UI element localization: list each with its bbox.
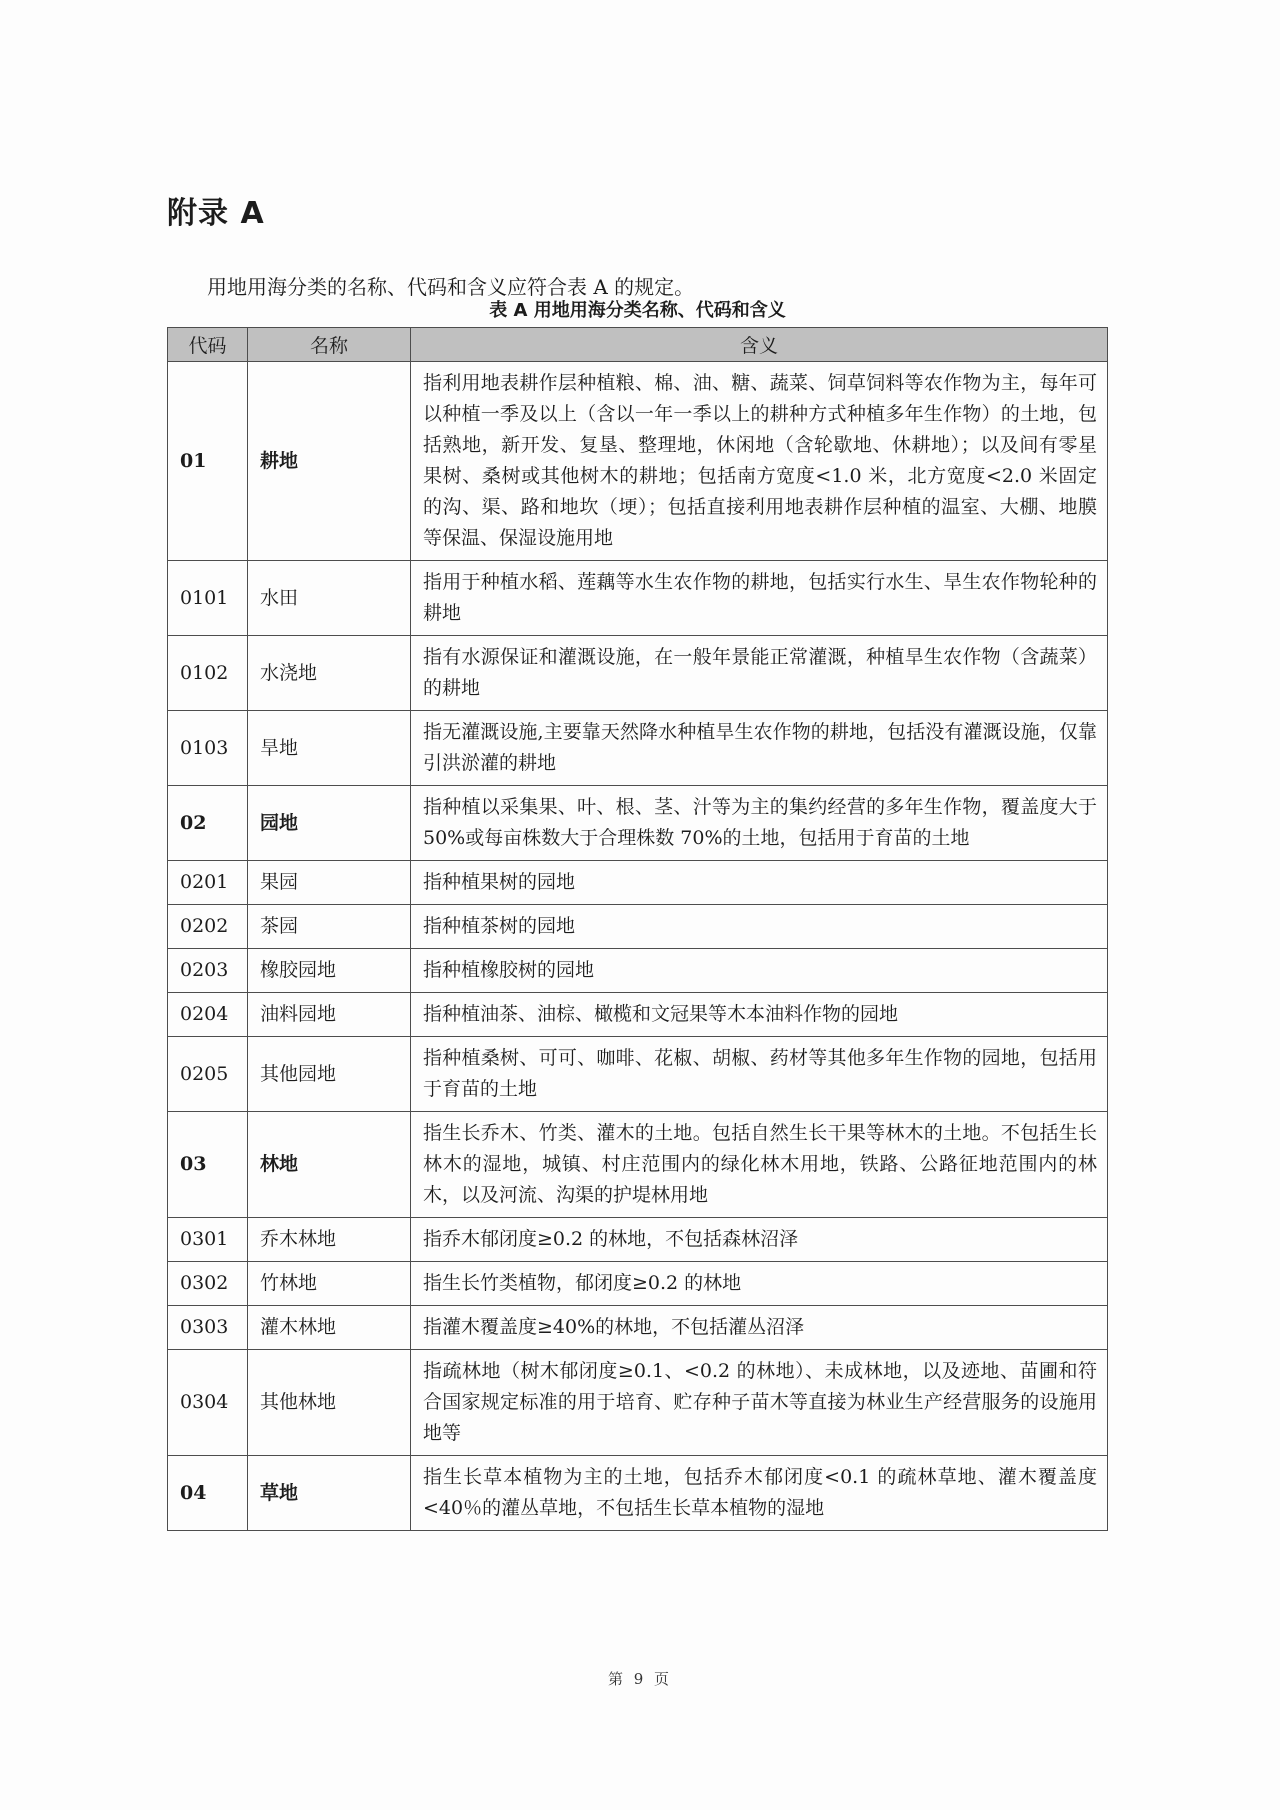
- row-meaning-cell: 指种植果树的园地: [411, 861, 1108, 905]
- row-meaning-cell: 指无灌溉设施,主要靠天然降水种植旱生农作物的耕地，包括没有灌溉设施，仅靠引洪淤灌的耕地: [411, 711, 1108, 786]
- table-row: [168, 711, 1108, 786]
- row-name-cell: 水田: [248, 561, 411, 636]
- row-code-cell: 0303: [168, 1306, 248, 1350]
- row-code-cell: 0205: [168, 1037, 248, 1112]
- row-name-cell: 耕地: [248, 362, 411, 561]
- row-meaning-cell: 指有水源保证和灌溉设施，在一般年景能正常灌溉，种植旱生农作物（含蔬菜）的耕地: [411, 636, 1108, 711]
- row-code-cell: 03: [168, 1112, 248, 1218]
- row-code-cell: 02: [168, 786, 248, 861]
- row-code-cell: 0302: [168, 1262, 248, 1306]
- row-meaning-cell: 指利用地表耕作层种植粮、棉、油、糖、蔬菜、饲草饲料等农作物为主，每年可以种植一季及以上（含以一年一季以上的耕种方式种植多年生作物）的土地，包括熟地，新开发、复垦、整理地，休闲地（含轮歇地、休耕地）；以及间有零星果树、桑树或其他树木的耕地；包括南方宽度<1.0 米，北方宽度<2.0 米固定的沟、渠、路和地坎（埂）；包括直接利用地表耕作层种植的温室、大棚、地膜等保温、保湿设施用地: [411, 362, 1108, 561]
- header-meaning: 含义: [411, 328, 1108, 362]
- table-row: [168, 1350, 1108, 1456]
- row-name-cell: 水浇地: [248, 636, 411, 711]
- row-code-cell: 0203: [168, 949, 248, 993]
- row-name-cell: 橡胶园地: [248, 949, 411, 993]
- row-meaning-cell: 指种植橡胶树的园地: [411, 949, 1108, 993]
- row-meaning-cell: 指种植油茶、油棕、橄榄和文冠果等木本油料作物的园地: [411, 993, 1108, 1037]
- header-name: 名称: [248, 328, 411, 362]
- row-name-cell: 竹林地: [248, 1262, 411, 1306]
- table-row: [168, 1306, 1108, 1350]
- appendix-title: 附录 A: [167, 196, 265, 232]
- table-row: [168, 1112, 1108, 1218]
- table-row: [168, 636, 1108, 711]
- row-name-cell: 旱地: [248, 711, 411, 786]
- row-name-cell: 果园: [248, 861, 411, 905]
- header-code: 代码: [168, 328, 248, 362]
- row-name-cell: 乔木林地: [248, 1218, 411, 1262]
- row-name-cell: 林地: [248, 1112, 411, 1218]
- table-row: [168, 949, 1108, 993]
- row-meaning-cell: 指生长乔木、竹类、灌木的土地。包括自然生长干果等林木的土地。不包括生长林木的湿地，城镇、村庄范围内的绿化林木用地，铁路、公路征地范围内的林木，以及河流、沟渠的护堤林用地: [411, 1112, 1108, 1218]
- row-meaning-cell: 指用于种植水稻、莲藕等水生农作物的耕地，包括实行水生、旱生农作物轮种的耕地: [411, 561, 1108, 636]
- table-row: [168, 1456, 1108, 1531]
- row-code-cell: 0103: [168, 711, 248, 786]
- row-name-cell: 草地: [248, 1456, 411, 1531]
- table-row: [168, 993, 1108, 1037]
- row-meaning-cell: 指灌木覆盖度≥40%的林地，不包括灌丛沼泽: [411, 1306, 1108, 1350]
- table-caption: 表 A 用地用海分类名称、代码和含义: [489, 300, 786, 321]
- table-header-row: [168, 328, 1108, 362]
- row-meaning-cell: 指生长竹类植物，郁闭度≥0.2 的林地: [411, 1262, 1108, 1306]
- classification-table: [167, 327, 1108, 1531]
- table-row: [168, 362, 1108, 561]
- row-name-cell: 园地: [248, 786, 411, 861]
- row-code-cell: 0201: [168, 861, 248, 905]
- row-meaning-cell: 指乔木郁闭度≥0.2 的林地，不包括森林沼泽: [411, 1218, 1108, 1262]
- table-row: [168, 1218, 1108, 1262]
- table-row: [168, 561, 1108, 636]
- table-row: [168, 1262, 1108, 1306]
- row-meaning-cell: 指种植桑树、可可、咖啡、花椒、胡椒、药材等其他多年生作物的园地，包括用于育苗的土地: [411, 1037, 1108, 1112]
- row-name-cell: 茶园: [248, 905, 411, 949]
- page-number: 第 9 页: [607, 1670, 673, 1688]
- row-name-cell: 油料园地: [248, 993, 411, 1037]
- row-code-cell: 0304: [168, 1350, 248, 1456]
- row-code-cell: 0301: [168, 1218, 248, 1262]
- table-row: [168, 861, 1108, 905]
- row-code-cell: 0202: [168, 905, 248, 949]
- row-meaning-cell: 指种植茶树的园地: [411, 905, 1108, 949]
- row-name-cell: 其他园地: [248, 1037, 411, 1112]
- table-row: [168, 1037, 1108, 1112]
- row-code-cell: 04: [168, 1456, 248, 1531]
- row-meaning-cell: 指生长草本植物为主的土地，包括乔木郁闭度<0.1 的疏林草地、灌木覆盖度<40％的灌丛草地，不包括生长草本植物的湿地: [411, 1456, 1108, 1531]
- intro-paragraph: 用地用海分类的名称、代码和含义应符合表 A 的规定。: [207, 275, 695, 299]
- row-code-cell: 01: [168, 362, 248, 561]
- table-row: [168, 905, 1108, 949]
- row-meaning-cell: 指种植以采集果、叶、根、茎、汁等为主的集约经营的多年生作物，覆盖度大于 50%或每亩株数大于合理株数 70%的土地，包括用于育苗的土地: [411, 786, 1108, 861]
- row-code-cell: 0101: [168, 561, 248, 636]
- row-meaning-cell: 指疏林地（树木郁闭度≥0.1、<0.2 的林地）、未成林地，以及迹地、苗圃和符合国家规定标准的用于培育、贮存种子苗木等直接为林业生产经营服务的设施用地等: [411, 1350, 1108, 1456]
- row-name-cell: 灌木林地: [248, 1306, 411, 1350]
- row-code-cell: 0102: [168, 636, 248, 711]
- row-code-cell: 0204: [168, 993, 248, 1037]
- row-name-cell: 其他林地: [248, 1350, 411, 1456]
- classification-table-body: [168, 362, 1108, 1531]
- table-row: [168, 786, 1108, 861]
